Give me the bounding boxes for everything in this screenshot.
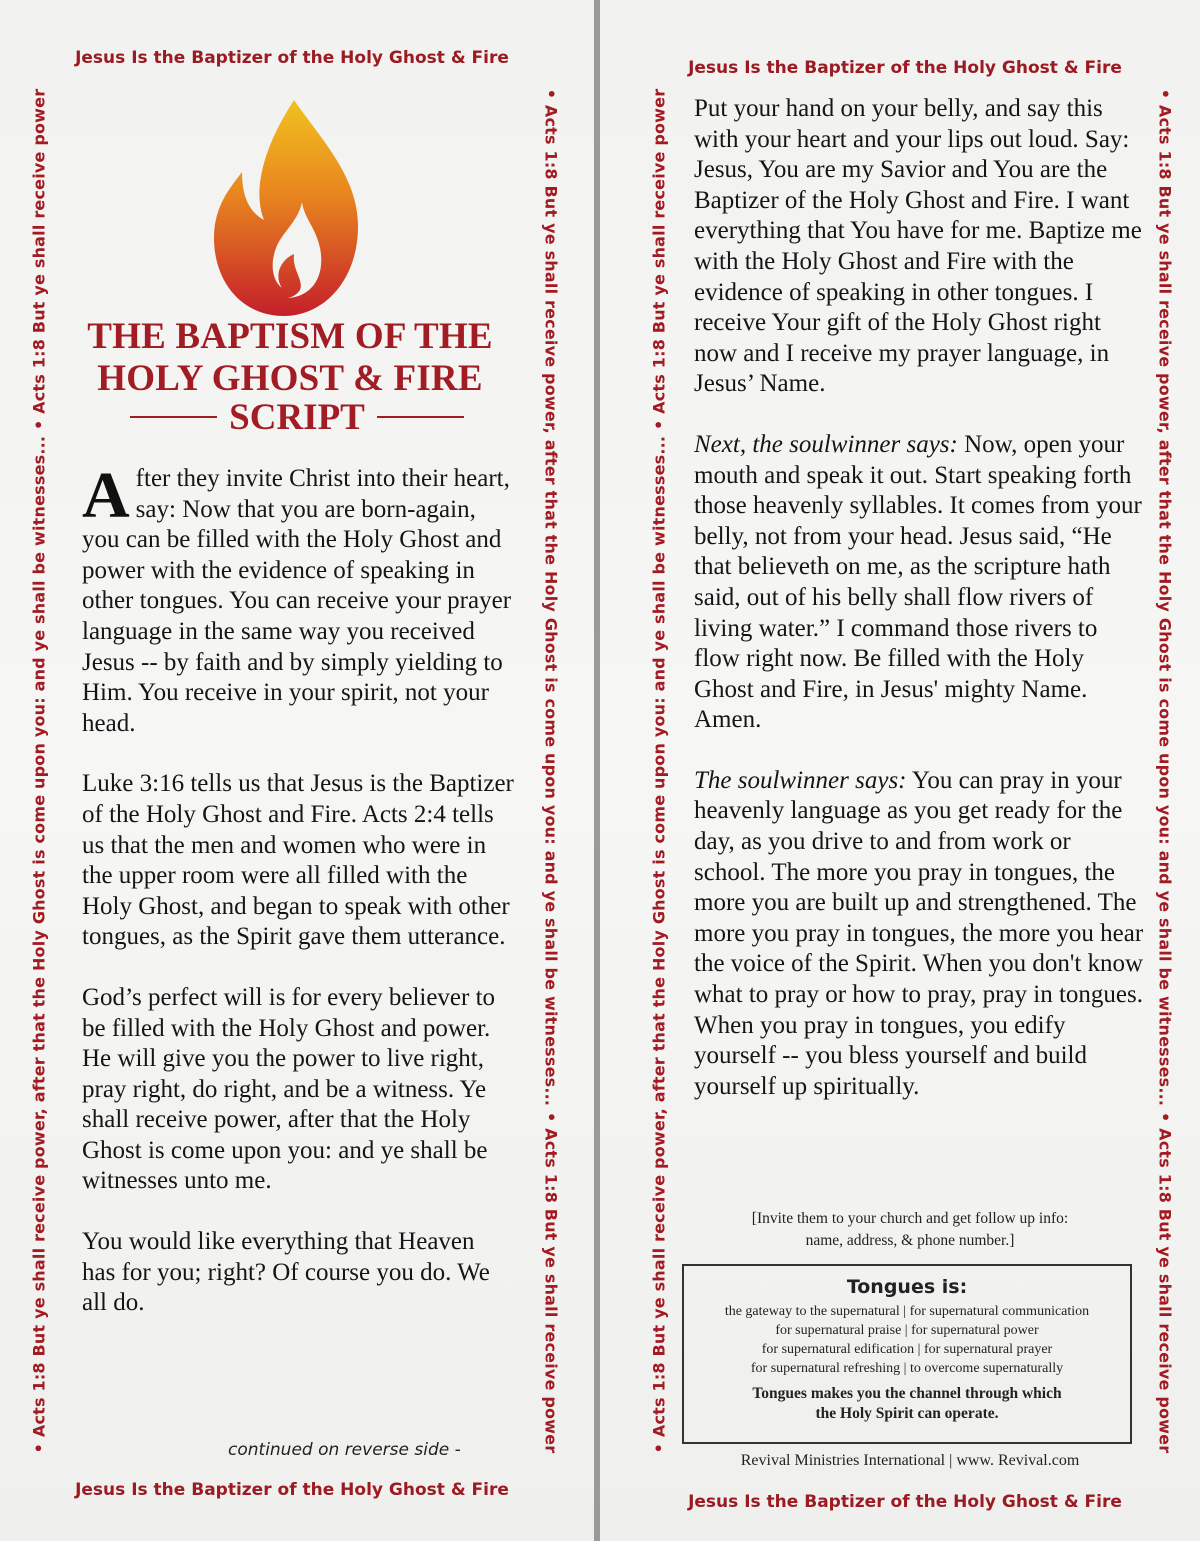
follow-up-note-line-2: name, address, & phone number.] [805, 1232, 1015, 1249]
front-bottom-banner: Jesus Is the Baptizer of the Holy Ghost & Fire [75, 1480, 509, 1500]
front-body [82, 459, 514, 1349]
back-right-vertical-strip [1152, 0, 1178, 1541]
back-paragraph-2 [694, 430, 1144, 736]
back-paragraph-3-text: You can pray in your heavenly language as you get ready for the day, as you drive to and from work or school. The more you pray in tongues, the more you are built up and strengthened. The more you pray in tongues, the more you hear the voice of the Spirit. When you don't know what to pray or how to pray, pray in tongues. When you pray in tongues, you edify yourself -- you bless yourself and build yourself up spiritually. [694, 766, 1144, 1100]
tongues-box-line-1: the gateway to the supernatural | for supernatural communication [724, 1304, 1090, 1319]
tongues-box-footer [684, 1384, 1130, 1424]
tongues-box-line-2: for supernatural praise | for supernatural power [775, 1323, 1039, 1338]
tongues-box-line-4: for supernatural refreshing | to overcome supernaturally [750, 1361, 1064, 1376]
front-paragraph-2: Luke 3:16 tells us that Jesus is the Baptizer of the Holy Ghost and Fire. Acts 2:4 tells us that the men and women who were in the upper room were all filled with the Holy Ghost, and began to speak with other tongues, as the Spirit gave them utterance. [82, 770, 514, 951]
tongues-box-footer-2: the Holy Spirit can operate. [815, 1405, 999, 1422]
follow-up-note [690, 1208, 1130, 1252]
drop-cap: A [82, 459, 130, 532]
front-left-vertical-text: • Acts 1:8 But ye shall receive power, after that the Holy Ghost is come upon you: and ye shall be witnesses... • Acts 1:8 But ye shall receive power [29, 88, 49, 1453]
tongues-box-footer-1: Tongues makes you the channel through which [752, 1385, 1062, 1402]
front-right-vertical-text: • Acts 1:8 But ye shall receive power, after that the Holy Ghost is come upon you: and ye shall be witnesses... • Acts 1:8 But ye shall receive power [541, 88, 561, 1453]
title-line-2: HOLY GHOST & FIRE [97, 358, 483, 399]
tongues-box-line-3: for supernatural edification | for supernatural prayer [761, 1342, 1053, 1357]
front-right-vertical-strip [538, 0, 564, 1541]
title-rule-left [130, 416, 217, 418]
ministry-footer: Revival Ministries International | www. Revival.com [740, 1452, 1080, 1469]
tongues-box [682, 1264, 1132, 1444]
front-card [0, 0, 594, 1541]
front-paragraph-3: God’s perfect will is for every believer to be filled with the Holy Ghost and power. He will give you the power to live right, pray right, do right, and be a witness. Ye shall receive power, after that the Holy Ghost is come upon you: and ye shall be witnesses unto me. [82, 983, 496, 1195]
back-paragraph-2-lead: Next, the soulwinner says: [694, 430, 958, 458]
front-paragraph-4: You would like everything that Heaven has for you; right? Of course you do. We all do. [82, 1228, 490, 1317]
tongues-box-heading: Tongues is: [846, 1276, 968, 1298]
front-paragraph-1-text: fter they invite Christ into their heart, say: Now that you are born-again, you can be filled with the Holy Ghost and power with the evidence of speaking in other tongues. You can receive your prayer language in the same way you received Jesus -- by faith and by simply yielding to Him. You receive in your spirit, not your head. [82, 465, 512, 737]
back-left-vertical-text: • Acts 1:8 But ye shall receive power, after that the Holy Ghost is come upon you: and ye shall be witnesses... • Acts 1:8 But ye shall receive power [649, 88, 669, 1453]
front-top-banner: Jesus Is the Baptizer of the Holy Ghost & Fire [75, 48, 509, 68]
flame-icon [212, 98, 360, 318]
back-right-vertical-text: • Acts 1:8 But ye shall receive power, after that the Holy Ghost is come upon you: and ye shall be witnesses... • Acts 1:8 But ye shall receive power [1155, 88, 1175, 1453]
back-body [694, 94, 1144, 1132]
back-left-vertical-strip [646, 0, 672, 1541]
back-paragraph-3-lead: The soulwinner says: [694, 766, 907, 794]
back-paragraph-1: Put your hand on your belly, and say this with your heart and your lips out loud. Say: Jesus, You are my Savior and You are the Baptizer of the Holy Ghost and Fire. I want everything that You have for me. Baptize me with the Holy Ghost and Fire with the evidence of speaking in other tongues. I receive Your gift of the Holy Ghost right now and I receive my prayer language, in Jesus’ Name. [694, 95, 1142, 398]
front-left-vertical-strip [26, 0, 52, 1541]
back-paragraph-2-text: Now, open your mouth and speak it out. Start speaking forth those heavenly syllables. It comes from your belly, not from your head. Jesus said, “He that believeth on me, as the scripture hath said, out of his belly shall flow rivers of living water.” I command those rivers to flow right now. Be filled with the Holy Ghost and Fire, in Jesus' mighty Name. Amen. [694, 430, 1142, 734]
follow-up-note-line-1: [Invite them to your church and get follow up info: [751, 1210, 1069, 1227]
back-bottom-banner: Jesus Is the Baptizer of the Holy Ghost & Fire [688, 1492, 1122, 1512]
title-line-1: THE BAPTISM OF THE [87, 316, 493, 357]
continued-note: continued on reverse side - [228, 1440, 461, 1460]
title-script-row [130, 394, 464, 440]
front-paragraph-1 [82, 459, 514, 739]
back-top-banner: Jesus Is the Baptizer of the Holy Ghost & Fire [688, 58, 1122, 78]
back-paragraph-3 [694, 766, 1144, 1103]
title-line-3: SCRIPT [229, 396, 365, 438]
title-rule-right [377, 416, 464, 418]
